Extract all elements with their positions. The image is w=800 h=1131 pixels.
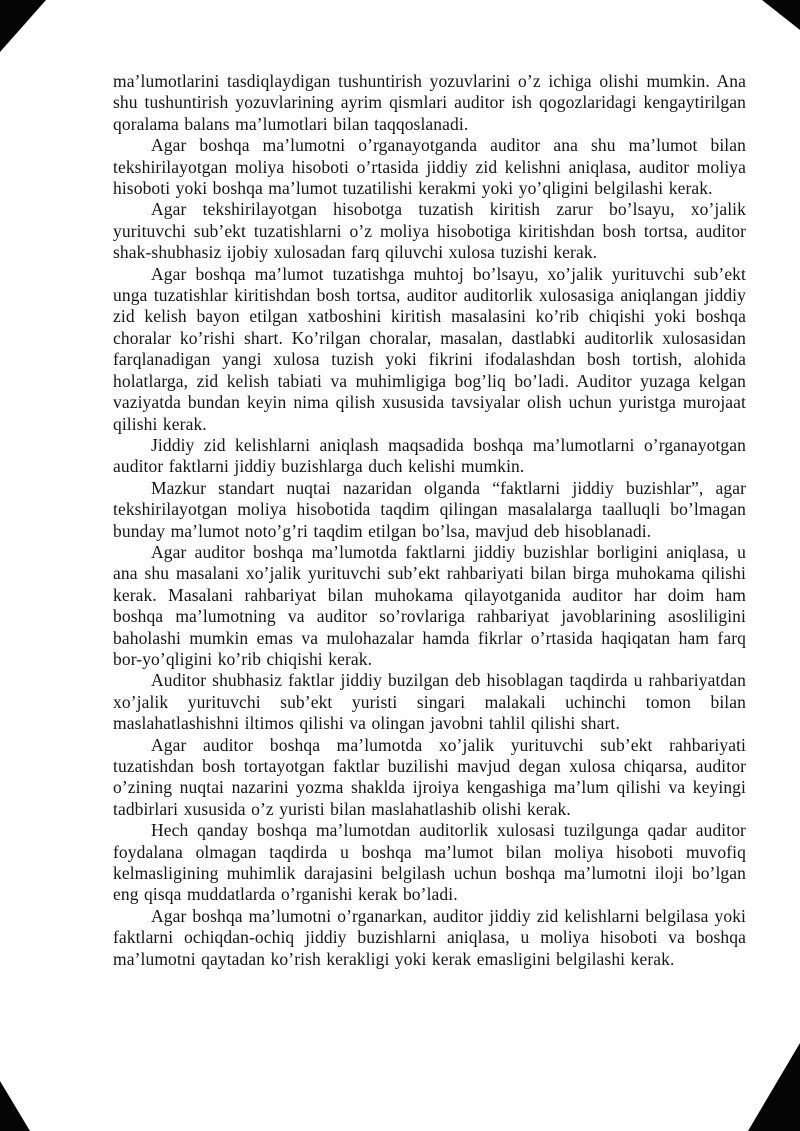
page-text-block xyxy=(113,71,746,970)
paragraph: Agar boshqa ma’lumot tuzatishga muhtoj bo’lsayu, xo’jalik yurituvchi sub’ekt unga tuzatishlar kiritishdan bosh tortsa, auditor auditorlik xulosasiga aniqlangan jiddiy zid kelish bayon etilgan xatboshini kiritish masalasini ko’rib chiqishi yoki boshqa choralar ko’rishi shart. Ko’rilgan choralar, masalan, dastlabki auditorlik xulosasidan farqlanadigan yangi xulosa tuzish yoki fikrini ifodalashdan bosh tortish, alohida holatlarga, zid kelish tabiati va muhimligiga bog’liq bo’ladi. Auditor yuzaga kelgan vaziyatda bundan keyin nima qilish xususida tavsiyalar olish uchun yuristga murojaat qilishi kerak. xyxy=(113,263,746,434)
scan-corner-bottom-left-artifact xyxy=(0,1081,30,1131)
scan-corner-top-right-artifact xyxy=(762,0,800,30)
paragraph: Agar auditor boshqa ma’lumotda faktlarni jiddiy buzishlar borligini aniqlasa, u ana shu masalani xo’jalik yurituvchi sub’ekt rahbariyati bilan birga muhokama qilishi kerak. Masalani rahbariyat bilan muhokama qilayotganida auditor har doim ham boshqa ma’lumotning va auditor so’rovlariga rahbariyat javoblarining asosliligini baholashi mumkin emas va mulohazalar hamda fikrlar o’rtasida haqiqatan ham farq bor-yo’qligini ko’rib chiqishi kerak. xyxy=(113,541,746,669)
paragraph: Agar boshqa ma’lumotni o’rganayotganda auditor ana shu ma’lumot bilan tekshirilayotgan moliya hisoboti o’rtasida jiddiy zid kelishni aniqlasa, auditor moliya hisoboti yoki boshqa ma’lumot tuzatilishi kerakmi yoki yo’qligini belgilashi kerak. xyxy=(113,135,746,199)
paragraph: ma’lumotlarini tasdiqlaydigan tushuntirish yozuvlarini o’z ichiga olishi mumkin. Ana shu tushuntirish yozuvlarining ayrim qismlari auditor ish qogozlaridagi kengaytirilgan qoralama balans ma’lumotlari bilan taqqoslanadi. xyxy=(113,71,746,134)
paragraph: Agar auditor boshqa ma’lumotda xo’jalik yurituvchi sub’ekt rahbariyati tuzatishdan bosh tortayotgan faktlar buzilishi mavjud degan xulosa chiqarsa, auditor o’zining nuqtai nazarini yozma shaklda ijroiya kengashiga ma’lum qilishi va keyingi tadbirlari xususida o’z yuristi bilan maslahatlashib olishi kerak. xyxy=(113,734,746,819)
paragraph: Agar boshqa ma’lumotni o’rganarkan, auditor jiddiy zid kelishlarni belgilasa yoki faktlarni ochiqdan-ochiq jiddiy buzishlarni aniqlasa, u moliya hisoboti va boshqa ma’lumotni qaytadan ko’rish kerakligi yoki kerak emasligini belgilashi kerak. xyxy=(113,905,746,969)
paragraph: Mazkur standart nuqtai nazaridan olganda “faktlarni jiddiy buzishlar”, agar tekshirilayotgan moliya hisobotida taqdim qilingan masalalarga taalluqli bo’lmagan bunday ma’lumot noto’g’ri taqdim etilgan bo’lsa, mavjud deb hisoblanadi. xyxy=(113,477,746,541)
paragraph: Agar tekshirilayotgan hisobotga tuzatish kiritish zarur bo’lsayu, xo’jalik yurituvchi sub’ekt tuzatishlarni o’z moliya hisobotiga kiritishdan bosh tortsa, auditor shak-shubhasiz ijobiy xulosadan farq qiluvchi xulosa tuzishi kerak. xyxy=(113,199,746,263)
paragraph: Auditor shubhasiz faktlar jiddiy buzilgan deb hisoblagan taqdirda u rahbariyatdan xo’jalik yurituvchi sub’ekt yuristi singari malakali uchinchi tomon bilan maslahatlashishni iltimos qilishi va olingan javobni tahlil qilishi shart. xyxy=(113,670,746,734)
scan-corner-bottom-right-artifact xyxy=(748,1043,800,1131)
paragraph: Jiddiy zid kelishlarni aniqlash maqsadida boshqa ma’lumotlarni o’rganayotgan auditor faktlarni jiddiy buzishlarga duch kelishi mumkin. xyxy=(113,434,746,477)
scan-corner-top-left-artifact xyxy=(0,0,46,52)
paragraph: Hech qanday boshqa ma’lumotdan auditorlik xulosasi tuzilgunga qadar auditor foydalana olmagan taqdirda u boshqa ma’lumot bilan moliya hisoboti muvofiq kelmasligining muhimlik darajasini belgilash uchun boshqa ma’lumotni iloji bo’lgan eng qisqa muddatlarda o’rganishi kerak bo’ladi. xyxy=(113,820,746,905)
